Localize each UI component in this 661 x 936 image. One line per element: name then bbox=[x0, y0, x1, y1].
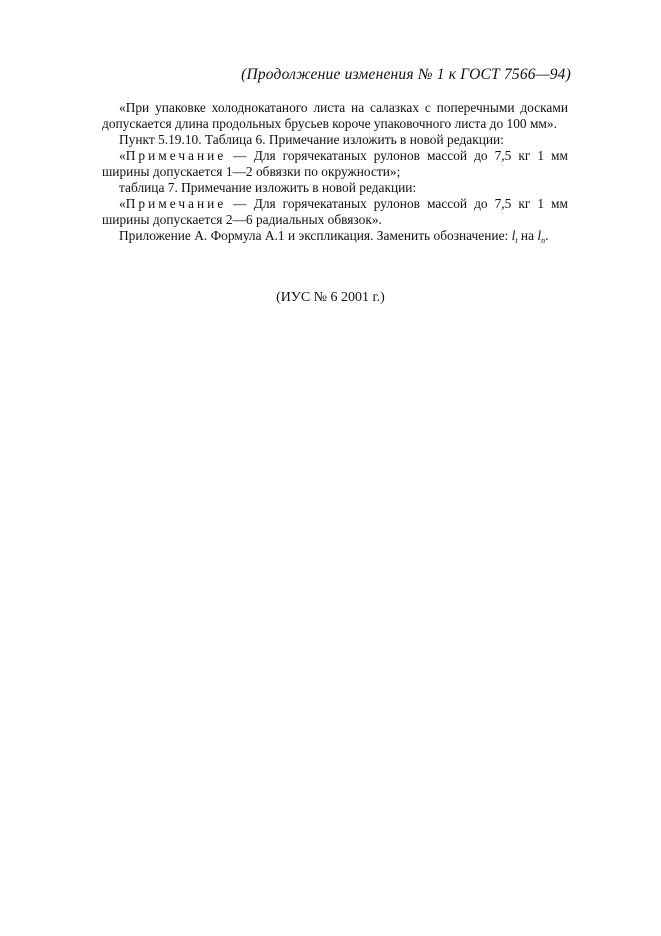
symbol-new-subscript: n bbox=[541, 236, 546, 245]
symbol-old-subscript: t bbox=[515, 236, 518, 245]
appendix-text: Приложение А. Формула А.1 и экспликация. Заменить обозначение: bbox=[119, 228, 512, 243]
paragraph-table7-note bbox=[102, 196, 568, 228]
paragraph-clause-5-19-10: Пункт 5.19.10. Таблица 6. Примечание изложить в новой редакции: bbox=[119, 132, 504, 147]
connector-text: на bbox=[517, 228, 538, 243]
note-text: — Для горячекатаных рулонов массой до 7,5 кг 1 мм ширины допускается 1—2 обвязки по окружности»; bbox=[102, 148, 568, 179]
note-label: Примечание bbox=[125, 148, 227, 163]
end-punctuation: . bbox=[545, 228, 549, 243]
paragraph-packing-note: «При упаковке холоднокатаного листа на салазках с поперечными досками допускается длина продольных брусьев короче упаковочного листа до 100 мм». bbox=[102, 100, 568, 131]
paragraph-table7: таблица 7. Примечание изложить в новой редакции: bbox=[119, 180, 417, 195]
continuation-header: (Продолжение изменения № 1 к ГОСТ 7566—94) bbox=[241, 66, 571, 83]
quote-open: « bbox=[119, 148, 126, 163]
note-text: — Для горячекатаных рулонов массой до 7,5 кг 1 мм ширины допускается 2—6 радиальных обвязок». bbox=[102, 196, 568, 227]
symbol-new: l bbox=[537, 228, 542, 243]
quote-open: « bbox=[119, 196, 126, 211]
amendment-body bbox=[102, 100, 568, 249]
paragraph-table6-note bbox=[102, 148, 568, 180]
symbol-old: l bbox=[511, 228, 516, 243]
note-label: Примечание bbox=[125, 196, 227, 211]
source-reference: (ИУС № 6 2001 г.) bbox=[276, 290, 385, 305]
paragraph-appendix-a bbox=[102, 228, 568, 249]
